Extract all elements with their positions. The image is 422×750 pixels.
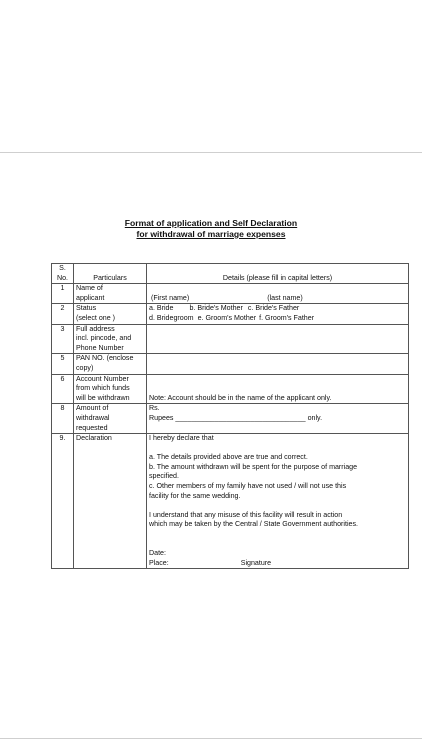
declaration-text: I hereby declare that a. The details provided above are true and correct. b. The amount withdrawn will be spent for the purpose of marriage specified. c. Other members of my family have not used / will not use this facility for the same wedding. I understand that any misuse of this facility will result in action which may be taken by the Central / State Government authorities. Date: Place: Signature: [147, 434, 409, 569]
status-option-grooms-mother[interactable]: e. Groom's Mother: [197, 313, 257, 322]
place-field[interactable]: Place:: [149, 558, 169, 567]
address-field[interactable]: [147, 324, 409, 354]
account-note: Note: Account should be in the name of the applicant only.: [149, 393, 332, 402]
status-option-bride[interactable]: a. Bride: [149, 304, 174, 313]
header-particulars: Particulars: [74, 264, 147, 284]
status-option-grooms-father[interactable]: f. Groom's Father: [259, 313, 315, 322]
table-row: 2 Status (select one ) a. Bride b. Bride's Mother c. Bride's Father d. Bridegroom e. Groom's Mother f. Groom's Father: [52, 304, 409, 324]
table-row: 9. Declaration I hereby declare that a. The details provided above are true and correct. b. The amount withdrawn will be spent for the purpose of marriage specified. c. Other members of my family have not used / will not use this facility for the same wedding. I understand that any misuse of this facility will result in action which may be taken by the Central / State Government authorities. Date: Place: Signature: [52, 434, 409, 569]
name-field[interactable]: (First name) (last name): [147, 284, 409, 304]
top-divider: [0, 152, 422, 153]
status-option-brides-father[interactable]: c. Bride's Father: [247, 304, 300, 313]
bottom-divider: [0, 738, 422, 739]
status-option-brides-mother[interactable]: b. Bride's Mother: [189, 304, 243, 313]
signature-field[interactable]: Signature: [240, 558, 272, 567]
pan-field[interactable]: [147, 354, 409, 374]
application-form-table: [51, 263, 409, 569]
header-details: Details (please fill in capital letters): [147, 264, 409, 284]
amount-field[interactable]: Rs. Rupees _________________________________ only.: [147, 404, 409, 434]
form-title: [0, 218, 422, 240]
status-options: [147, 304, 409, 324]
status-option-bridegroom[interactable]: d. Bridegroom: [149, 313, 194, 322]
title-line-1: Format of application and Self Declaration: [124, 218, 298, 228]
table-header-row: [52, 264, 409, 284]
table-row: 8 Amount of withdrawal requested Rs. Rupees _________________________________ only.: [52, 404, 409, 434]
table-row: 5 PAN NO. (enclose copy): [52, 354, 409, 374]
table-row: 6 Account Number from which funds will be withdrawn Note: Account should be in the name of the applicant only.: [52, 374, 409, 404]
account-number-field[interactable]: [147, 374, 409, 404]
table-row: 3 Full address incl. pincode, and Phone Number: [52, 324, 409, 354]
date-field[interactable]: Date:: [149, 549, 166, 558]
title-line-2: for withdrawal of marriage expenses: [136, 229, 286, 239]
table-row: 1 Name of applicant (First name) (last name): [52, 284, 409, 304]
header-sno: S. No.: [52, 264, 74, 284]
